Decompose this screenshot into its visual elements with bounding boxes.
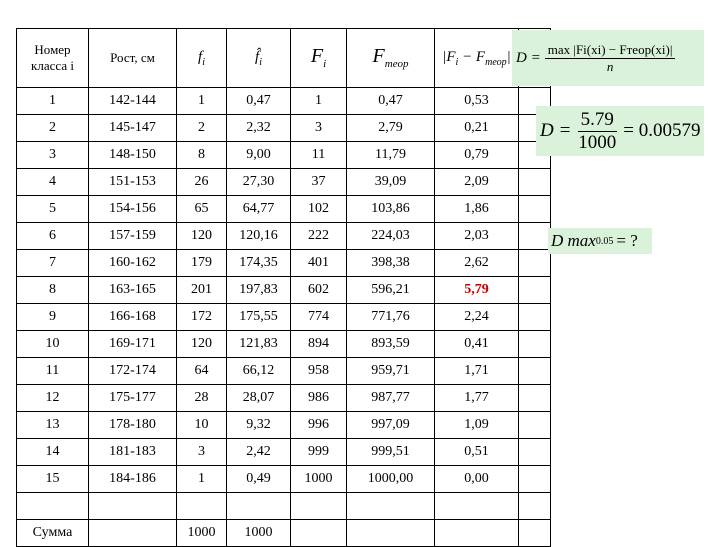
sum-fhat: 1000	[227, 520, 291, 547]
fi-cell: 1	[177, 466, 227, 493]
empty-cell	[89, 520, 177, 547]
fhat-cell: 2,42	[227, 439, 291, 466]
Fi-cell: 3	[291, 115, 347, 142]
table-row	[17, 277, 551, 304]
empty-cell	[519, 277, 551, 304]
fi-cell: 64	[177, 358, 227, 385]
height-cell: 166-168	[89, 304, 177, 331]
fi-cell: 2	[177, 115, 227, 142]
header-height: Рост, см	[89, 29, 177, 88]
fi-cell: 8	[177, 142, 227, 169]
formula-calc-lhs: D =	[540, 120, 572, 141]
Fi-cell: 958	[291, 358, 347, 385]
fhat-cell: 27,30	[227, 169, 291, 196]
empty-cell	[177, 493, 227, 520]
height-cell: 151-153	[89, 169, 177, 196]
table-row	[17, 169, 551, 196]
Ftheor-cell: 2,79	[347, 115, 435, 142]
Ftheor-cell: 987,77	[347, 385, 435, 412]
header-class: Номер класса i	[17, 29, 89, 88]
empty-cell	[17, 493, 89, 520]
empty-cell	[435, 493, 519, 520]
Fi-cell: 37	[291, 169, 347, 196]
diff-cell: 1,71	[435, 358, 519, 385]
header-fi: $f_i$	[177, 29, 227, 88]
diff-cell: 0,51	[435, 439, 519, 466]
table-row	[17, 412, 551, 439]
table-row	[17, 466, 551, 493]
Ftheor-cell: 103,86	[347, 196, 435, 223]
blank-row	[17, 493, 551, 520]
empty-cell	[519, 385, 551, 412]
formula-dmax-sub: 0.05	[595, 235, 614, 247]
Ftheor-cell: 959,71	[347, 358, 435, 385]
class-cell: 8	[17, 277, 89, 304]
class-cell: 3	[17, 142, 89, 169]
fhat-cell: 9,00	[227, 142, 291, 169]
formula-calc-numerator: 5.79	[578, 109, 617, 132]
Fi-cell: 986	[291, 385, 347, 412]
table-row	[17, 385, 551, 412]
height-cell: 157-159	[89, 223, 177, 250]
Fi-cell: 774	[291, 304, 347, 331]
sum-fi: 1000	[177, 520, 227, 547]
empty-cell	[519, 493, 551, 520]
table-row	[17, 223, 551, 250]
Ftheor-cell: 596,21	[347, 277, 435, 304]
frequency-table	[16, 28, 551, 547]
empty-cell	[519, 520, 551, 547]
table-row	[17, 115, 551, 142]
fi-cell: 120	[177, 223, 227, 250]
header-Ftheor: $F_{теор}$	[347, 29, 435, 88]
formula-dmax-label: D max	[551, 231, 596, 250]
Fi-cell: 401	[291, 250, 347, 277]
fhat-cell: 120,16	[227, 223, 291, 250]
class-cell: 6	[17, 223, 89, 250]
fhat-cell: 197,83	[227, 277, 291, 304]
empty-cell	[291, 520, 347, 547]
height-cell: 175-177	[89, 385, 177, 412]
fhat-cell: 2,32	[227, 115, 291, 142]
class-cell: 14	[17, 439, 89, 466]
Ftheor-cell: 893,59	[347, 331, 435, 358]
formula-d-lhs: D =	[516, 49, 541, 66]
sum-row	[17, 520, 551, 547]
Fi-cell: 102	[291, 196, 347, 223]
empty-cell	[519, 250, 551, 277]
table-row	[17, 304, 551, 331]
Ftheor-cell: 11,79	[347, 142, 435, 169]
formula-d-numerator: max |Fi(xi) − Fтеор(xi)|	[545, 42, 676, 59]
formula-dmax	[548, 228, 652, 254]
header-row	[17, 29, 551, 88]
empty-cell	[519, 304, 551, 331]
height-cell: 172-174	[89, 358, 177, 385]
Fi-cell: 602	[291, 277, 347, 304]
fi-cell: 201	[177, 277, 227, 304]
class-cell: 5	[17, 196, 89, 223]
fhat-cell: 66,12	[227, 358, 291, 385]
fi-cell: 179	[177, 250, 227, 277]
empty-cell	[519, 331, 551, 358]
Ftheor-cell: 398,38	[347, 250, 435, 277]
fi-cell: 28	[177, 385, 227, 412]
Ftheor-cell: 997,09	[347, 412, 435, 439]
fhat-cell: 0,47	[227, 88, 291, 115]
Fi-cell: 11	[291, 142, 347, 169]
class-cell: 1	[17, 88, 89, 115]
empty-cell	[227, 493, 291, 520]
empty-cell	[519, 439, 551, 466]
Ftheor-cell: 0,47	[347, 88, 435, 115]
table-row	[17, 439, 551, 466]
Fi-cell: 1	[291, 88, 347, 115]
fi-cell: 65	[177, 196, 227, 223]
header-fhat: $f̂_i$	[227, 29, 291, 88]
diff-cell: 0,53	[435, 88, 519, 115]
fhat-cell: 28,07	[227, 385, 291, 412]
fi-cell: 172	[177, 304, 227, 331]
height-cell: 169-171	[89, 331, 177, 358]
class-cell: 13	[17, 412, 89, 439]
empty-cell	[89, 493, 177, 520]
fi-cell: 3	[177, 439, 227, 466]
class-cell: 10	[17, 331, 89, 358]
Ftheor-cell: 224,03	[347, 223, 435, 250]
empty-cell	[347, 520, 435, 547]
fhat-cell: 9,32	[227, 412, 291, 439]
fhat-cell: 0,49	[227, 466, 291, 493]
empty-cell	[519, 223, 551, 250]
formula-d-denominator: n	[606, 58, 614, 74]
formula-dmax-rhs: = ?	[616, 231, 638, 250]
fi-cell: 120	[177, 331, 227, 358]
height-cell: 148-150	[89, 142, 177, 169]
height-cell: 160-162	[89, 250, 177, 277]
empty-cell	[519, 466, 551, 493]
diff-cell: 1,86	[435, 196, 519, 223]
diff-cell: 2,09	[435, 169, 519, 196]
header-Fi: $F_i$	[291, 29, 347, 88]
diff-cell: 2,24	[435, 304, 519, 331]
height-cell: 145-147	[89, 115, 177, 142]
fhat-cell: 121,83	[227, 331, 291, 358]
diff-cell: 5,79	[435, 277, 519, 304]
class-cell: 12	[17, 385, 89, 412]
height-cell: 154-156	[89, 196, 177, 223]
fhat-cell: 64,77	[227, 196, 291, 223]
diff-cell: 0,21	[435, 115, 519, 142]
class-cell: 7	[17, 250, 89, 277]
fi-cell: 10	[177, 412, 227, 439]
diff-cell: 1,09	[435, 412, 519, 439]
empty-cell	[519, 196, 551, 223]
class-cell: 4	[17, 169, 89, 196]
table-row	[17, 331, 551, 358]
Fi-cell: 222	[291, 223, 347, 250]
diff-cell: 0,41	[435, 331, 519, 358]
fhat-cell: 175,55	[227, 304, 291, 331]
table-row	[17, 250, 551, 277]
fi-cell: 1	[177, 88, 227, 115]
formula-d-definition	[512, 30, 704, 86]
height-cell: 163-165	[89, 277, 177, 304]
header-diff: $|F_i - F_{теор}|$	[435, 29, 519, 88]
class-cell: 15	[17, 466, 89, 493]
formula-calc-denominator: 1000	[578, 131, 617, 153]
empty-cell	[519, 169, 551, 196]
empty-cell	[435, 520, 519, 547]
table-row	[17, 88, 551, 115]
sum-label: Сумма	[17, 520, 89, 547]
diff-cell: 0,00	[435, 466, 519, 493]
Ftheor-cell: 771,76	[347, 304, 435, 331]
empty-cell	[291, 493, 347, 520]
class-cell: 2	[17, 115, 89, 142]
fi-cell: 26	[177, 169, 227, 196]
table-row	[17, 142, 551, 169]
height-cell: 142-144	[89, 88, 177, 115]
empty-cell	[519, 358, 551, 385]
height-cell: 178-180	[89, 412, 177, 439]
class-cell: 9	[17, 304, 89, 331]
diff-cell: 2,62	[435, 250, 519, 277]
height-cell: 181-183	[89, 439, 177, 466]
diff-cell: 1,77	[435, 385, 519, 412]
diff-cell: 2,03	[435, 223, 519, 250]
Fi-cell: 894	[291, 331, 347, 358]
formula-calc-result: = 0.00579	[623, 120, 701, 141]
Ftheor-cell: 39,09	[347, 169, 435, 196]
Ftheor-cell: 1000,00	[347, 466, 435, 493]
class-cell: 11	[17, 358, 89, 385]
Fi-cell: 996	[291, 412, 347, 439]
diff-cell: 0,79	[435, 142, 519, 169]
Fi-cell: 1000	[291, 466, 347, 493]
table-row	[17, 196, 551, 223]
empty-cell	[519, 412, 551, 439]
table-row	[17, 358, 551, 385]
Ftheor-cell: 999,51	[347, 439, 435, 466]
height-cell: 184-186	[89, 466, 177, 493]
empty-cell	[347, 493, 435, 520]
formula-d-calculation	[536, 106, 704, 156]
fhat-cell: 174,35	[227, 250, 291, 277]
Fi-cell: 999	[291, 439, 347, 466]
